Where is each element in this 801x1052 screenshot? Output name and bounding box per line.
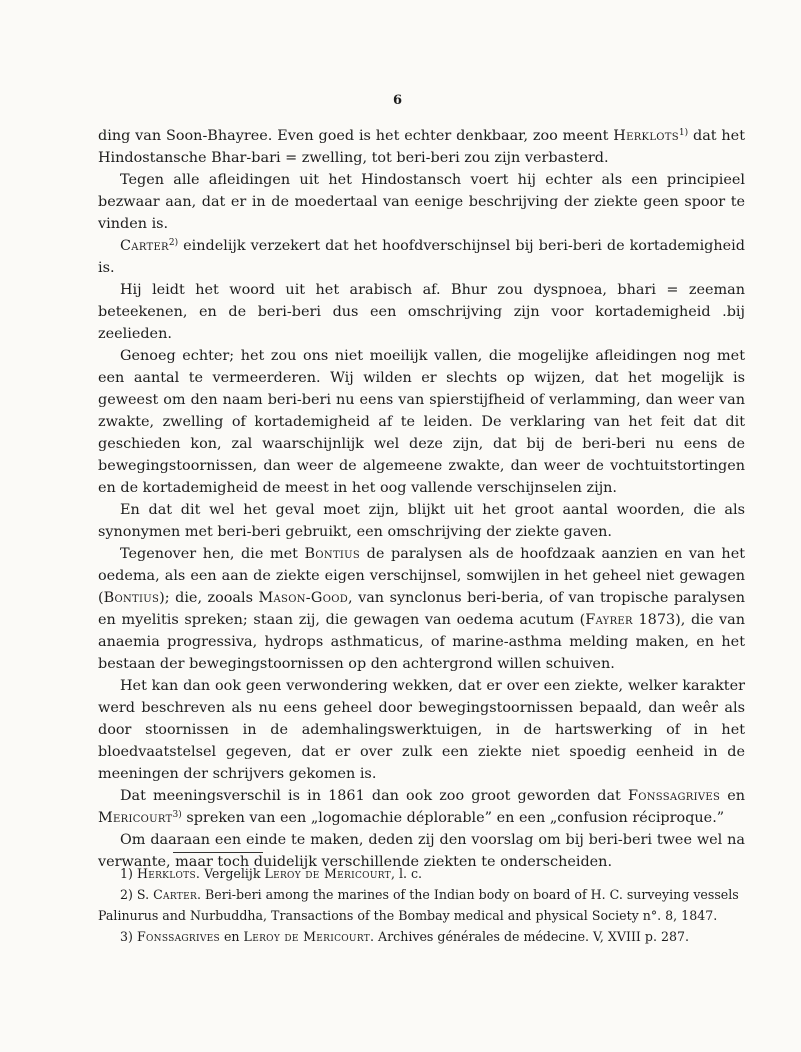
text-run: ding van Soon-Bhayree. Even goed is het echter denkbaar, zoo meent xyxy=(98,128,614,144)
footnote-reference: 3) xyxy=(172,810,182,820)
paragraph xyxy=(98,675,745,785)
text-run: . Beri-beri among the marines of the Indian body on board of H. C. surveying vessels Palinurus and Nurbuddha, Transactions of the Bombay medical and physical Society n°. 8, 1847. xyxy=(98,887,739,923)
footnote xyxy=(98,926,748,947)
footnote-reference: 2) xyxy=(168,238,179,248)
body-text xyxy=(98,125,745,873)
author-name: Bontius xyxy=(103,590,160,606)
text-run: 1873), die van anaemia progressiva, hydrops asthmaticus, of marine-asthma melding maken, en het bestaan der bewegingstoornissen op den achtergrond willen schuiven. xyxy=(98,612,745,672)
text-run: Tegenover hen, die met xyxy=(120,546,305,562)
paragraph xyxy=(98,125,745,169)
text-run: Hij leidt het woord uit het arabisch af. Bhur zou dyspnoea, bhari = zeeman beteekenen, en de beri-beri dus een omschrijving zijn voor kortademigheid .bij zeelieden. xyxy=(98,282,745,342)
author-name: Mericourt xyxy=(98,810,173,826)
author-name: Fonssagrives xyxy=(136,929,220,944)
paragraph xyxy=(98,543,745,675)
text-run: spreken van een „logomachie déplorable” en een „confusion réciproque.” xyxy=(181,810,725,826)
author-name: Carter xyxy=(153,887,198,902)
footnotes xyxy=(98,863,748,947)
text-run: En dat dit wel het geval moet zijn, blijkt uit het groot aantal woorden, die als synonymen met beri-beri gebruikt, een omschrijving der ziekte gaven. xyxy=(98,502,745,540)
text-run: Het kan dan ook geen verwondering wekken, dat er over een ziekte, welker karakter werd beschreven als nu eens geheel door bewegingstoornissen bepaald, dan weêr als door stoornissen in de ademhalingswerktuigen, in de hartswerking of in het bloedvaatstelsel gegeven, dat er over zulk een ziekte niet spoedig eenheid in de meeningen der schrijvers gekomen is. xyxy=(98,678,745,782)
text-run: 1) xyxy=(120,866,137,881)
author-name: Bontius xyxy=(304,546,361,562)
paragraph xyxy=(98,345,745,499)
text-run: Dat meeningsverschil is in 1861 dan ook zoo groot geworden dat xyxy=(120,788,628,804)
footnote xyxy=(98,863,748,884)
text-run: , l. c. xyxy=(390,866,423,881)
author-name: Carter xyxy=(120,238,169,254)
text-run: . Archives générales de médecine. V, XVIII p. 287. xyxy=(370,929,690,944)
text-run: Tegen alle afleidingen uit het Hindostansch voert hij echter als een principieel bezwaar aan, dat er in de moedertaal van eenige beschrijving der ziekte geen spoor te vinden is. xyxy=(98,172,745,232)
author-name: Mason-Good xyxy=(258,590,349,606)
paragraph xyxy=(98,279,745,345)
author-name: Fonssagrives xyxy=(627,788,721,804)
paragraph xyxy=(98,499,745,543)
author-name: Herklots xyxy=(613,128,679,144)
author-name: Leroy de Mericourt xyxy=(243,929,371,944)
text-run: Om daaraan een einde te maken, deden zij den voorslag om bij beri-beri twee wel na verwante, maar toch duidelijk verschillende ziekten te onderscheiden. xyxy=(98,832,745,870)
text-run: dat het Hindostansche Bhar-bari = zwelling, tot beri-beri zou zijn verbasterd. xyxy=(98,128,745,166)
paragraph xyxy=(98,785,745,829)
author-name: Fayrer xyxy=(585,612,633,628)
footnote-separator xyxy=(173,852,263,853)
text-run: . Vergelijk xyxy=(195,866,265,881)
paragraph xyxy=(98,169,745,235)
text-run: eindelijk verzekert dat het hoofdverschijnsel bij beri-beri de kortademigheid is. xyxy=(98,238,745,276)
text-run: , van synclonus beri-beria, of van tropische paralysen en myelitis spreken; staan zij, die gewagen van oedema acutum ( xyxy=(98,590,746,628)
text-run: ); die, zooals xyxy=(159,590,259,606)
text-run: 2) S. xyxy=(120,887,154,902)
footnote xyxy=(98,884,748,926)
text-run: de paralysen als de hoofdzaak aanzien en van het oedema, als een aan de ziekte eigen verschijnsel, somwijlen in het geheel niet gewagen ( xyxy=(98,546,745,606)
text-run: Genoeg echter; het zou ons niet moeilijk vallen, die mogelijke afleidingen nog met een aantal te vermeerderen. Wij wilden er slechts op wijzen, dat het mogelijk is geweest om den naam beri-beri nu eens van spierstijfheid of verlamming, dan weer van zwakte, zwelling of kortademigheid af te leiden. De verklaring van het feit dat dit geschieden kon, zal waarschijnlijk wel deze zijn, dat bij de beri-beri nu eens de bewegingstoornissen, dan weer de algemeene zwakte, dan weer de vochtuitstortingen en de kortademigheid de meest in het oog vallende verschijnselen zijn. xyxy=(98,348,745,496)
page-number: 6 xyxy=(393,93,403,108)
text-run: 3) xyxy=(120,929,137,944)
text-run: en xyxy=(219,929,244,944)
text-run: en xyxy=(720,788,746,804)
paragraph xyxy=(98,235,745,279)
author-name: Herklots xyxy=(136,866,196,881)
author-name: Leroy de Mericourt xyxy=(264,866,391,881)
footnote-reference: 1) xyxy=(678,128,689,138)
